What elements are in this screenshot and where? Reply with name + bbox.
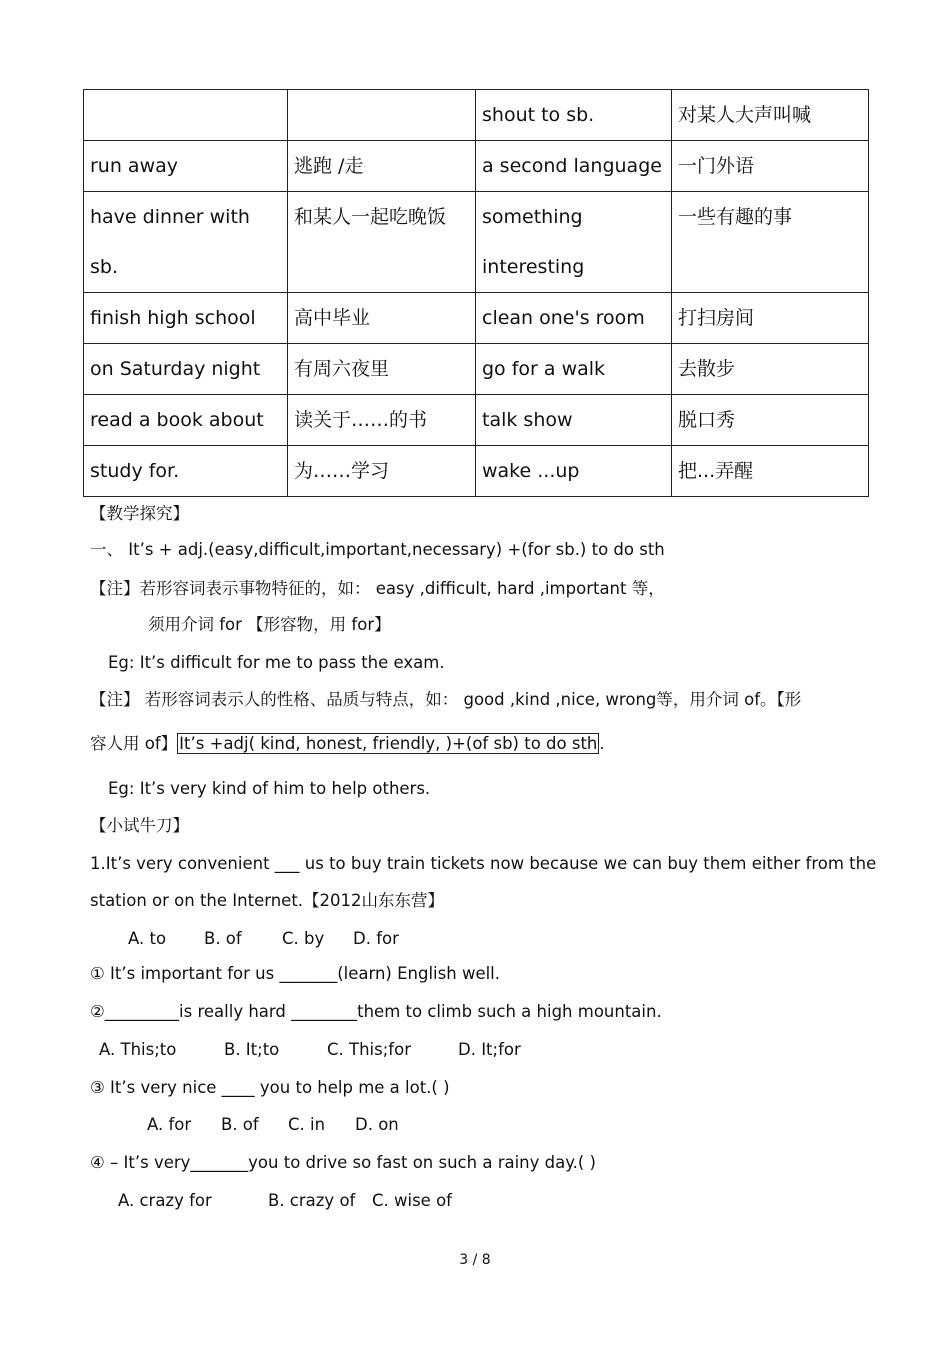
table-cell: a second language (476, 141, 672, 192)
table-cell: wake ...up (476, 446, 672, 497)
table-cell: talk show (476, 395, 672, 446)
table-cell: read a book about (84, 395, 288, 446)
boxed-formula: It’s +adj( kind, honest, friendly, )+(of sb) to do sth (179, 734, 598, 753)
table-cell: have dinner with sb. (84, 192, 288, 293)
table-cell: run away (84, 141, 288, 192)
table-row (84, 90, 869, 141)
table-cell: 读关于……的书 (288, 395, 476, 446)
table-cell: study for. (84, 446, 288, 497)
question-1: 1.It’s very convenient ___ us to buy train tickets now because we can buy them either from the (90, 854, 877, 873)
rule-1: 一、 It’s + adj.(easy,difficult,important,necessary) +(for sb.) to do sth (90, 540, 665, 559)
table-cell: 和某人一起吃晚饭 (288, 192, 476, 293)
note-2-prefix: 容人用 of】 (90, 734, 178, 753)
option: C. wise of (372, 1191, 452, 1210)
question-d: ④ – It’s very_______you to drive so fast on such a rainy day.( ) (90, 1153, 596, 1172)
table-cell: 一些有趣的事 (672, 192, 869, 293)
table-cell (288, 90, 476, 141)
option: B. crazy of (268, 1191, 356, 1210)
option: D. for (353, 929, 399, 948)
question-d-options (118, 1190, 452, 1212)
table-cell: 打扫房间 (672, 293, 869, 344)
table-cell: 对某人大声叫喊 (672, 90, 869, 141)
note-2-continued (90, 733, 605, 755)
question-a: ① It’s important for us _______(learn) English well. (90, 964, 501, 983)
table-row (84, 141, 869, 192)
page-number: 3 / 8 (459, 1252, 491, 1268)
table-cell: 为……学习 (288, 446, 476, 497)
option: B. It;to (224, 1040, 280, 1059)
option: A. This;to (99, 1040, 177, 1059)
question-1-options (128, 928, 399, 950)
table-cell: 脱口秀 (672, 395, 869, 446)
example-2: Eg: It’s very kind of him to help others. (108, 779, 431, 798)
option: C. This;for (327, 1040, 411, 1059)
option: C. by (282, 929, 325, 948)
table-cell: something interesting (476, 192, 672, 293)
option: A. to (128, 929, 167, 948)
question-1-continued: station or on the Internet.【2012山东东营】 (90, 891, 445, 910)
table-cell: go for a walk (476, 344, 672, 395)
table-row (84, 293, 869, 344)
table-cell: clean one's room (476, 293, 672, 344)
table-row (84, 446, 869, 497)
question-b: ②_________is really hard ________them to climb such a high mountain. (90, 1002, 662, 1021)
option: A. for (147, 1115, 192, 1134)
option: A. crazy for (118, 1191, 212, 1210)
option: D. on (355, 1115, 399, 1134)
question-b-options (99, 1039, 521, 1061)
note-2: 【注】 若形容词表示人的性格、品质与特点，如： good ,kind ,nice, wrong等，用介词 of。【形 (90, 690, 802, 709)
option: C. in (288, 1115, 326, 1134)
table-row (84, 395, 869, 446)
option: D. It;for (458, 1040, 521, 1059)
question-c-options (147, 1114, 399, 1136)
question-c: ③ It’s very nice ____ you to help me a lot.( ) (90, 1078, 450, 1097)
table-cell: 高中毕业 (288, 293, 476, 344)
vocabulary-table (83, 89, 869, 497)
table-cell: shout to sb. (476, 90, 672, 141)
table-row (84, 192, 869, 293)
table-cell: 一门外语 (672, 141, 869, 192)
example-1: Eg: It’s difficult for me to pass the exam. (108, 653, 445, 672)
table-cell: 有周六夜里 (288, 344, 476, 395)
note-2-suffix: . (599, 734, 605, 753)
option: B. of (204, 929, 242, 948)
table-cell: 把...弄醒 (672, 446, 869, 497)
table-cell: 去散步 (672, 344, 869, 395)
note-1-continued: 须用介词 for 【形容物，用 for】 (148, 615, 391, 634)
option: B. of (221, 1115, 259, 1134)
section-heading-explore: 【教学探究】 (90, 504, 189, 523)
note-1: 【注】若形容词表示事物特征的，如： easy ,difficult, hard ,important 等， (90, 579, 665, 598)
table-cell (84, 90, 288, 141)
table-cell: finish high school (84, 293, 288, 344)
table-cell: on Saturday night (84, 344, 288, 395)
table-row (84, 344, 869, 395)
table-cell: 逃跑 /走 (288, 141, 476, 192)
section-heading-practice: 【小试牛刀】 (90, 816, 189, 835)
